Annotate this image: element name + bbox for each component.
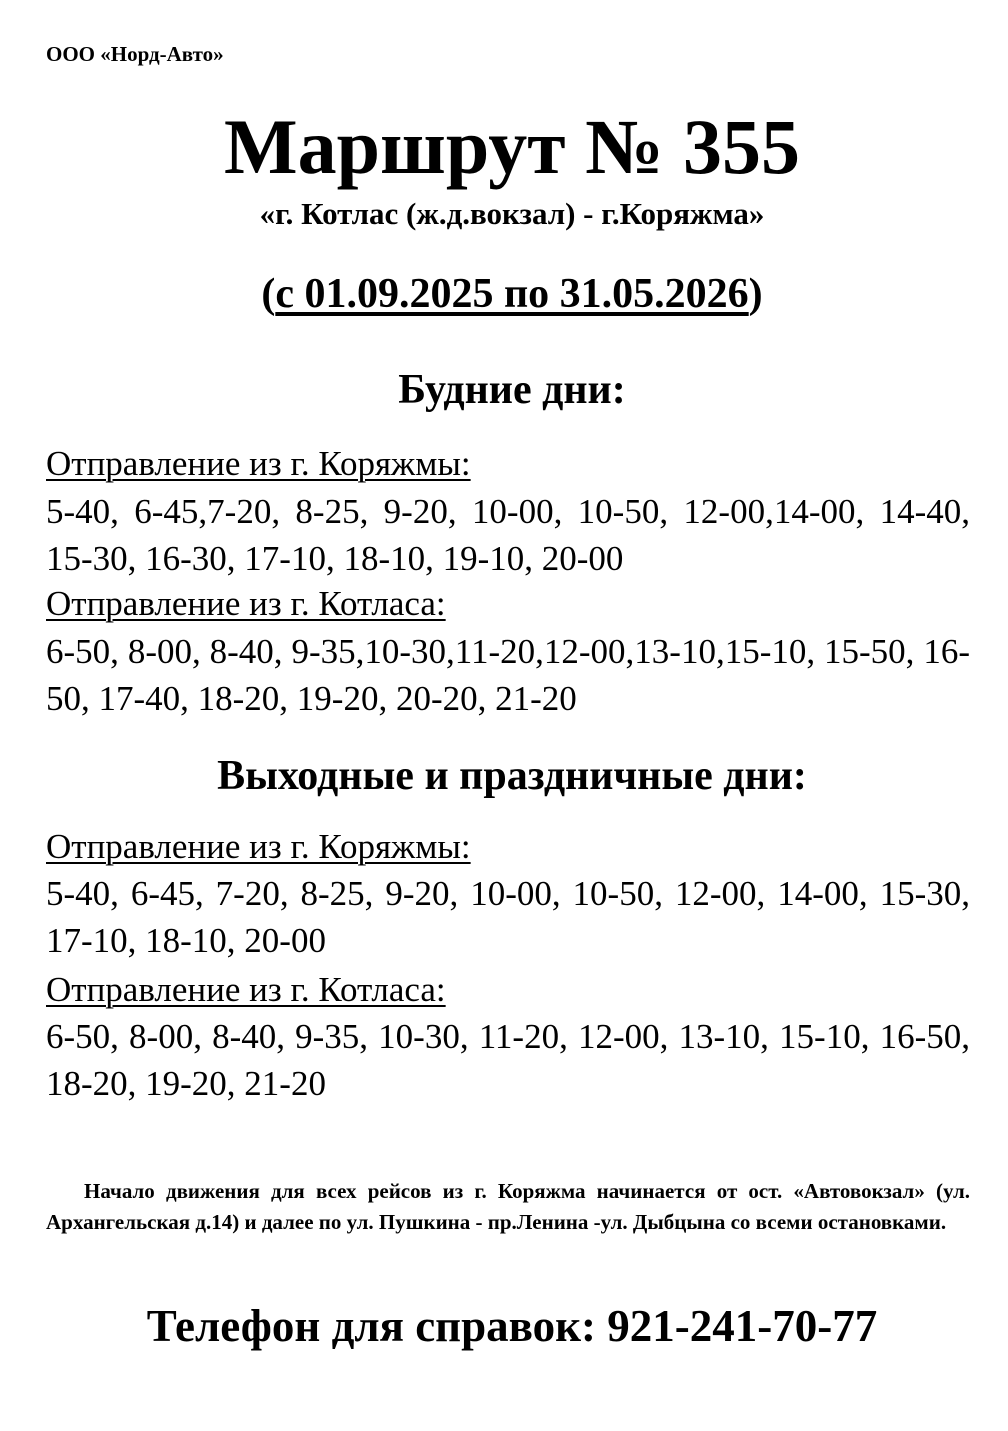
weekdays-from-kotlas-label: Отправление из г. Котласа:: [46, 584, 446, 623]
period-open-paren: (: [261, 271, 276, 317]
period-close-paren: ): [748, 271, 763, 317]
period-dates: с 01.09.2025 по 31.05.2026: [275, 271, 749, 317]
route-title: Маршрут № 355: [224, 103, 800, 190]
route-subtitle: «г. Котлас (ж.д.вокзал) - г.Коряжма»: [259, 196, 765, 231]
info-phone: Телефон для справок: 921-241-70-77: [146, 1301, 878, 1351]
weekends-heading: Выходные и праздничные дни:: [217, 753, 807, 799]
route-note: Начало движения для всех рейсов из г. Коряжма начинается от ост. «Автовокзал» (ул. Архангельская д.14) и далее по ул. Пушкина - пр.Ленина -ул. Дыбцына со всеми остановками.: [46, 1179, 970, 1234]
weekdays-from-koryazhma-label: Отправление из г. Коряжмы:: [46, 444, 471, 483]
weekends-from-koryazhma-label: Отправление из г. Коряжмы:: [46, 827, 471, 866]
weekdays-from-kotlas-times: 6-50, 8-00, 8-40, 9-35,10-30,11-20,12-00,13-10,15-10, 15-50, 16-50, 17-40, 18-20, 19-20, 20-20, 21-20: [46, 632, 970, 718]
weekends-from-koryazhma-times: 5-40, 6-45, 7-20, 8-25, 9-20, 10-00, 10-50, 12-00, 14-00, 15-30, 17-10, 18-10, 20-00: [46, 874, 970, 960]
weekdays-heading: Будние дни:: [398, 367, 626, 413]
weekends-from-kotlas-label: Отправление из г. Котласа:: [46, 970, 446, 1009]
weekdays-from-koryazhma-times: 5-40, 6-45,7-20, 8-25, 9-20, 10-00, 10-50, 12-00,14-00, 14-40, 15-30, 16-30, 17-10, 18-10, 19-10, 20-00: [46, 492, 970, 578]
company-name: ООО «Норд-Авто»: [46, 42, 224, 66]
weekends-from-kotlas-times: 6-50, 8-00, 8-40, 9-35, 10-30, 11-20, 12-00, 13-10, 15-10, 16-50, 18-20, 19-20, 21-20: [46, 1017, 970, 1103]
validity-period: [0, 270, 1008, 318]
